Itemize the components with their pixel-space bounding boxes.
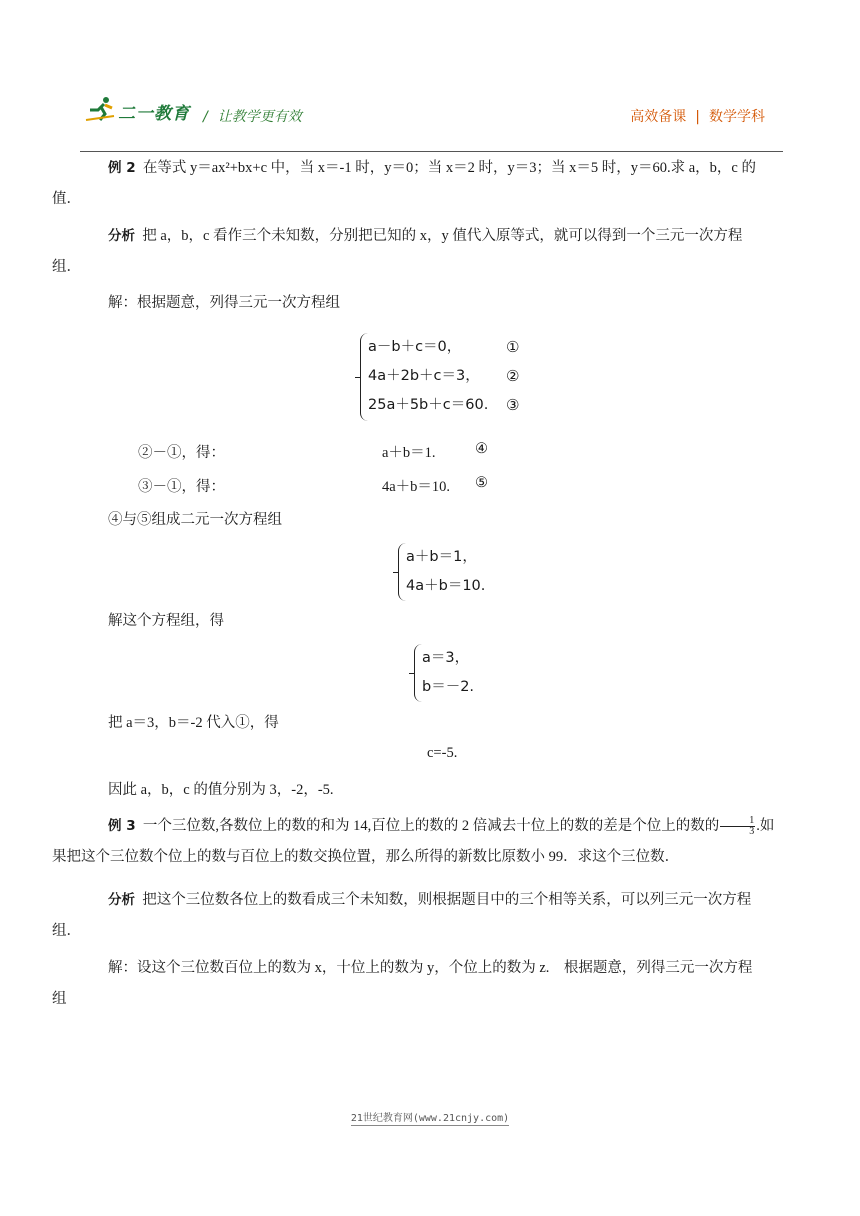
analysis-1 (52, 221, 784, 283)
system-2-eq-1: a＋b＝1， (406, 549, 477, 565)
solution-2-line1: 解：设这个三位数百位上的数为 x，十位上的数为 y，个位上的数为 z. 根据题意，列得三元一次方程 (108, 960, 753, 976)
equation-system-1 (360, 333, 540, 421)
step-1-label: ②－①，得： (138, 445, 225, 461)
slash-divider: / (203, 109, 208, 125)
fraction-numerator: 1 (720, 816, 755, 827)
system-1-eq-2-text: 4a＋2b＋c＝3， (368, 368, 480, 384)
analysis-2-line1: 把这个三位数各位上的数看成三个未知数，则根据题目中的三个相等关系，可以列三元一次方程 (142, 892, 752, 908)
example-2-statement (52, 153, 784, 215)
footer-link[interactable]: 21世纪教育网(www.21cnjy.com) (350, 1113, 510, 1124)
solution-2 (52, 953, 784, 1015)
system-1-eq-3 (360, 391, 540, 420)
slogan (203, 106, 302, 126)
system-1-eq-3-mark: ③ (506, 396, 520, 414)
analysis-1-line2: 组． (52, 259, 81, 275)
system-1-eq-2 (360, 362, 540, 391)
system-1-eq-1 (360, 333, 540, 362)
subject-tag (630, 106, 765, 126)
analysis-2 (52, 885, 784, 947)
equation-system-2 (398, 543, 508, 601)
logo-text: 二一教育 (118, 104, 190, 124)
analysis-2-line2: 组． (52, 923, 81, 939)
system-1-eq-3-text: 25a＋5b＋c＝60. (368, 397, 489, 413)
example-2-line2: 值． (52, 191, 81, 207)
subject-right: 数学学科 (709, 109, 765, 125)
solution-2-line2: 组 (52, 991, 67, 1007)
step-2-mark: ⑤ (475, 475, 488, 491)
subject-left: 高效备课 (630, 109, 687, 125)
example-3-statement (52, 811, 784, 873)
runner-logo-icon (84, 96, 118, 122)
substitute-text: 把 a＝3，b＝-2 代入①，得 (108, 715, 279, 731)
example-2-line1: 在等式 y＝ax²+bx+c 中，当 x＝-1 时，y＝0；当 x＝2 时，y＝3；当 x＝5 时，y＝60.求 a，b，c 的 (142, 160, 756, 176)
step-2-equation: 4a＋b＝10. (382, 479, 451, 495)
step-1-mark: ④ (475, 441, 488, 457)
bar-divider: | (695, 109, 700, 125)
footer (0, 1109, 860, 1124)
example-3-line2: 果把这个三位数个位上的数与百位上的数交换位置，那么所得的新数比原数小 99．求这个三位数． (52, 849, 680, 865)
equation-system-3 (414, 644, 494, 702)
system-3-eq-1: a＝3， (422, 650, 470, 666)
combine-text: ④与⑤组成二元一次方程组 (108, 512, 282, 528)
step-1-equation: a＋b＝1. (382, 445, 436, 461)
system-1-eq-2-mark: ② (506, 367, 520, 385)
analysis-2-label: 分析 (108, 892, 135, 908)
analysis-1-line1: 把 a，b，c 看作三个未知数，分别把已知的 x，y 值代入原等式，就可以得到一个三元一次方程 (142, 228, 743, 244)
slogan-text: 让教学更有效 (217, 109, 302, 125)
system-3-eq-2: b＝－2. (422, 679, 475, 695)
solution-1-intro: 解：根据题意，列得三元一次方程组 (108, 295, 340, 311)
one-third-fraction (720, 816, 755, 837)
analysis-1-label: 分析 (108, 228, 135, 244)
system-1-eq-1-mark: ① (506, 338, 520, 356)
c-result: c=-5. (427, 745, 458, 761)
header-divider (80, 151, 783, 152)
fraction-denominator: 3 (749, 826, 755, 838)
solve-text: 解这个方程组，得 (108, 613, 224, 629)
conclusion-text: 因此 a，b，c 的值分别为 3，-2，-5. (108, 782, 334, 798)
example-3-line1-end: .如 (756, 818, 775, 834)
example-3-line1: 一个三位数,各数位上的数的和为 14,百位上的数的 2 倍减去十位上的数的差是个位上的数的 (142, 818, 720, 834)
example-2-label: 例 2 (108, 160, 136, 176)
step-2-label: ③－①，得： (138, 479, 225, 495)
system-1-eq-1-text: a－b＋c＝0， (368, 339, 462, 355)
example-3-label: 例 3 (108, 818, 136, 834)
system-2-eq-2: 4a＋b＝10. (406, 578, 486, 594)
